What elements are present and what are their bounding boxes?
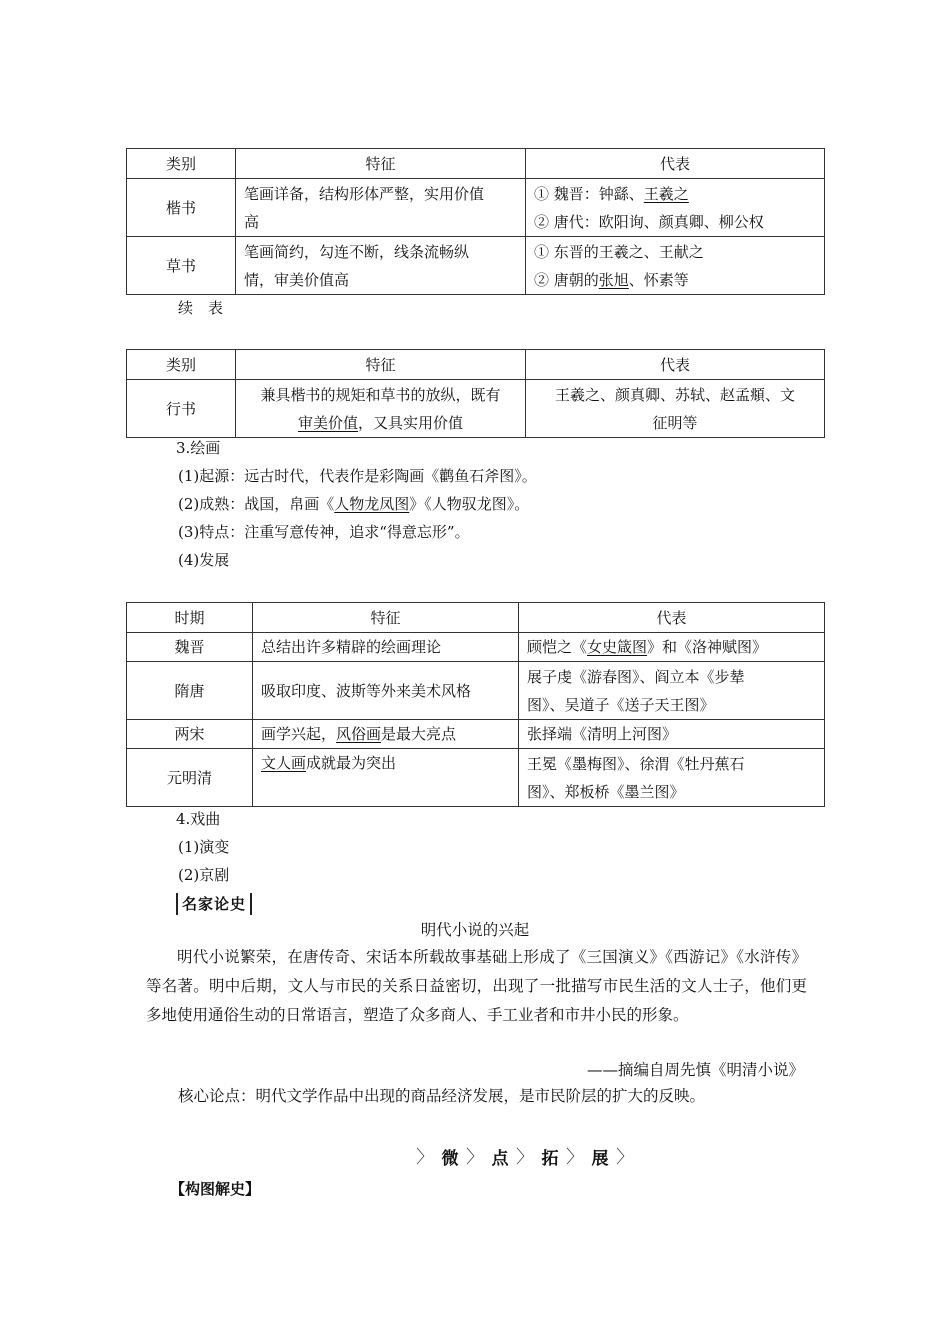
section-banner xyxy=(416,1141,634,1171)
col-header: 特征 xyxy=(236,350,526,380)
feature-cell: 总结出许多精辟的绘画理论 xyxy=(253,633,519,662)
cell-line: 笔画简约，勾连不断，线条流畅纵 xyxy=(244,242,470,261)
representative-cell xyxy=(519,633,825,662)
feature-cell: 吸取印度、波斯等外来美术风格 xyxy=(253,662,519,720)
table-header-row xyxy=(127,149,825,179)
col-header: 代表 xyxy=(526,350,825,380)
period-cell: 魏晋 xyxy=(127,633,253,662)
representative-cell xyxy=(526,179,825,237)
col-header: 代表 xyxy=(526,149,825,179)
table-row xyxy=(127,720,825,749)
cell-text: 是最大亮点 xyxy=(381,725,457,743)
chevron-right-icon: 〉 xyxy=(416,1147,434,1168)
table-row xyxy=(127,237,825,295)
banner-char: 微 xyxy=(441,1148,459,1169)
chevron-right-icon: 〉 xyxy=(566,1147,584,1168)
opera-item-evolution: (1)演变 xyxy=(178,838,230,856)
item-text: (2)成熟：战国，帛画《 xyxy=(178,495,335,513)
cell-line: 笔画详备，结构形体严整，实用价值 xyxy=(244,184,485,203)
banner-char: 展 xyxy=(591,1148,609,1169)
cell-line: ① 东晋的王羲之、王献之 xyxy=(534,242,704,261)
opera-heading: 4.戏曲 xyxy=(176,810,221,828)
cell-line: 情，审美价值高 xyxy=(244,270,350,289)
running-script-table xyxy=(126,349,825,438)
painting-item-development: (4)发展 xyxy=(178,551,230,569)
table-header-row xyxy=(127,603,825,633)
category-cell: 楷书 xyxy=(127,179,236,237)
table-row xyxy=(127,662,825,720)
table-row xyxy=(127,749,825,807)
underlined-term: 审美价值 xyxy=(297,413,358,432)
painting-development-table xyxy=(126,602,825,807)
representative-cell xyxy=(526,237,825,295)
calligraphy-table xyxy=(126,148,825,295)
period-cell: 隋唐 xyxy=(127,662,253,720)
col-header: 类别 xyxy=(127,350,236,380)
table-row xyxy=(127,380,825,438)
col-header: 特征 xyxy=(253,603,519,633)
cell-line: 征明等 xyxy=(652,413,698,432)
feature-cell xyxy=(236,237,526,295)
cell-text: 顾恺之《 xyxy=(527,638,588,656)
painting-item-maturity xyxy=(178,493,529,514)
section-tag: 名家论史 xyxy=(176,893,252,915)
cell-text: 画学兴起， xyxy=(261,725,337,743)
col-header: 特征 xyxy=(236,149,526,179)
representative-cell: 张择端《清明上河图》 xyxy=(519,720,825,749)
period-cell: 两宋 xyxy=(127,720,253,749)
representative-cell xyxy=(519,662,825,720)
cell-line: 高 xyxy=(244,212,260,231)
sub-section-label: 【构图解史】 xyxy=(170,1180,261,1198)
table-header-row xyxy=(127,350,825,380)
representative-cell xyxy=(519,749,825,807)
banner-char: 点 xyxy=(491,1148,509,1169)
item-text: 》《人物驭龙图》。 xyxy=(409,495,530,513)
underlined-term: 人物龙凤图 xyxy=(334,495,410,513)
table-row xyxy=(127,179,825,237)
article-body: 明代小说繁荣，在唐传奇、宋话本所载故事基础上形成了《三国演义》《西游记》《水浒传》等名著。明中后期，文人与市民的关系日益密切，出现了一批描写市民生活的文人士子，他们更多地使用通俗生动的日常语言，塑造了众多商人、手工业者和市井小民的形象。 xyxy=(146,948,807,1024)
underlined-term: 女史箴图 xyxy=(587,638,648,656)
underlined-term: 风俗画 xyxy=(336,725,382,743)
cell-line: 兼具楷书的规矩和草书的放纵，既有 xyxy=(260,385,501,404)
chevron-right-icon: 〉 xyxy=(516,1147,534,1168)
category-cell: 草书 xyxy=(127,237,236,295)
underlined-term: 文人画 xyxy=(261,754,307,772)
cell-text: 成就最为突出 xyxy=(306,754,397,772)
cell-line: ② 唐代：欧阳询、颜真卿、柳公权 xyxy=(534,212,764,231)
feature-cell xyxy=(236,179,526,237)
opera-item-peking: (2)京剧 xyxy=(178,866,230,884)
chevron-right-icon: 〉 xyxy=(466,1147,484,1168)
category-cell: 行书 xyxy=(127,380,236,438)
cell-text: ① 魏晋：钟繇、 xyxy=(534,184,644,203)
painting-item-origin: (1)起源：远古时代，代表作是彩陶画《鹳鱼石斧图》。 xyxy=(178,467,537,485)
painting-item-feature: (3)特点：注重写意传神，追求“得意忘形”。 xyxy=(178,523,470,541)
period-cell: 元明清 xyxy=(127,749,253,807)
underlined-term: 王羲之 xyxy=(643,184,689,203)
cell-text: 、怀素等 xyxy=(628,270,689,289)
cell-line: 展子虔《游春图》、阎立本《步辇 xyxy=(527,667,745,686)
col-header: 类别 xyxy=(127,149,236,179)
chevron-right-icon: 〉 xyxy=(616,1147,634,1168)
cell-line: 图》、郑板桥《墨兰图》 xyxy=(527,782,685,801)
cell-text: ② 唐朝的 xyxy=(534,270,599,289)
banner-char: 拓 xyxy=(541,1148,559,1169)
representative-cell xyxy=(526,380,825,438)
feature-cell xyxy=(253,720,519,749)
col-header: 代表 xyxy=(519,603,825,633)
cell-line: 王羲之、颜真卿、苏轼、赵孟頫、文 xyxy=(554,385,795,404)
col-header: 时期 xyxy=(127,603,253,633)
feature-cell xyxy=(236,380,526,438)
article-title: 明代小说的兴起 xyxy=(420,921,530,939)
cell-text: ，又具实用价值 xyxy=(358,413,464,432)
table-row xyxy=(127,633,825,662)
painting-heading: 3.绘画 xyxy=(176,439,221,457)
underlined-term: 张旭 xyxy=(598,270,629,289)
cell-line: 图》、吴道子《送子天王图》 xyxy=(527,695,715,714)
cell-text: 》和《洛神赋图》 xyxy=(647,638,768,656)
cell-line: 王冕《墨梅图》、徐渭《牡丹蕉石 xyxy=(527,754,745,773)
core-argument: 核心论点：明代文学作品中出现的商品经济发展，是市民阶层的扩大的反映。 xyxy=(178,1087,706,1105)
article-source: ——摘编自周先慎《明清小说》 xyxy=(586,1061,804,1079)
continued-label: 续 表 xyxy=(178,299,224,317)
feature-cell xyxy=(253,749,519,807)
